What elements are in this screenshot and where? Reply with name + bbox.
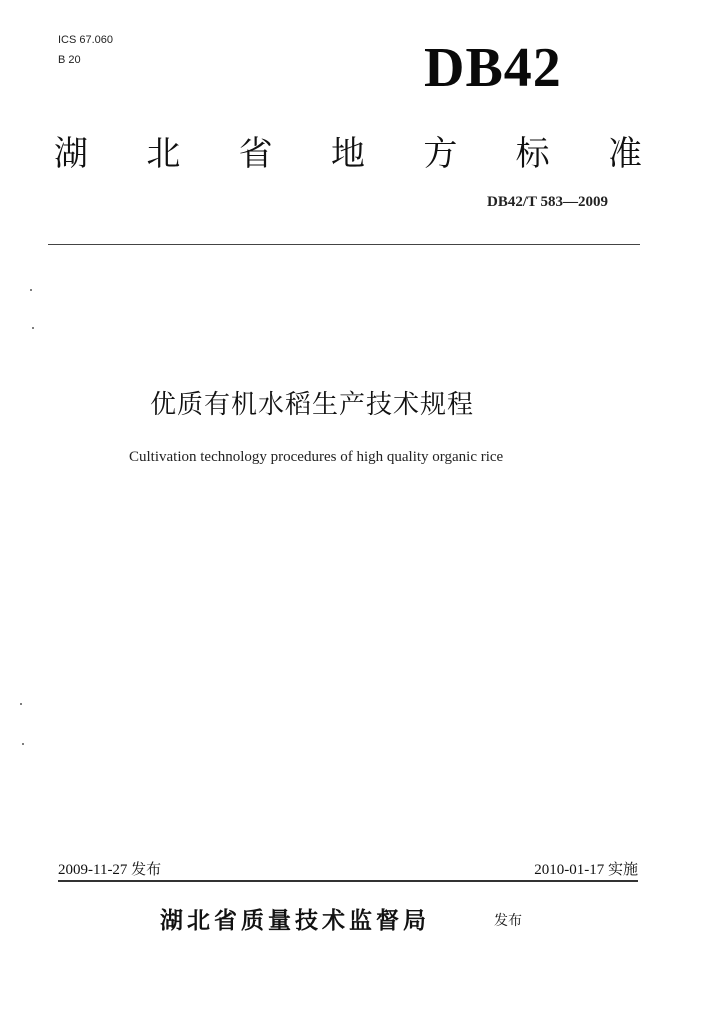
publisher-name: 湖北省质量技术监督局 xyxy=(160,908,430,934)
header-divider xyxy=(48,244,640,245)
title-char: 湖 xyxy=(54,134,88,174)
title-char: 准 xyxy=(607,134,642,174)
issue-date: 2009-11-27 发布 xyxy=(58,862,162,878)
scan-speck xyxy=(22,743,24,745)
ccs-code: B 20 xyxy=(58,54,81,66)
title-char: 北 xyxy=(146,134,181,174)
title-char: 方 xyxy=(423,134,458,174)
ics-code: ICS 67.060 xyxy=(58,34,114,46)
footer-divider xyxy=(58,880,638,882)
document-title-chinese: 优质有机水稻生产技术规程 xyxy=(150,390,475,420)
scan-speck xyxy=(32,327,34,329)
title-char: 地 xyxy=(330,134,365,174)
scan-speck xyxy=(20,703,22,705)
implementation-date: 2010-01-17 实施 xyxy=(534,862,638,878)
standard-number: DB42/T 583—2009 xyxy=(487,194,608,210)
scan-speck xyxy=(30,289,32,291)
title-char: 省 xyxy=(238,134,273,174)
title-char: 标 xyxy=(515,134,550,174)
standard-type-title xyxy=(48,126,648,175)
publisher-suffix: 发布 xyxy=(494,913,522,929)
document-title-english: Cultivation technology procedures of high quality organic rice xyxy=(129,449,504,465)
standard-logo: DB42 xyxy=(424,37,562,99)
